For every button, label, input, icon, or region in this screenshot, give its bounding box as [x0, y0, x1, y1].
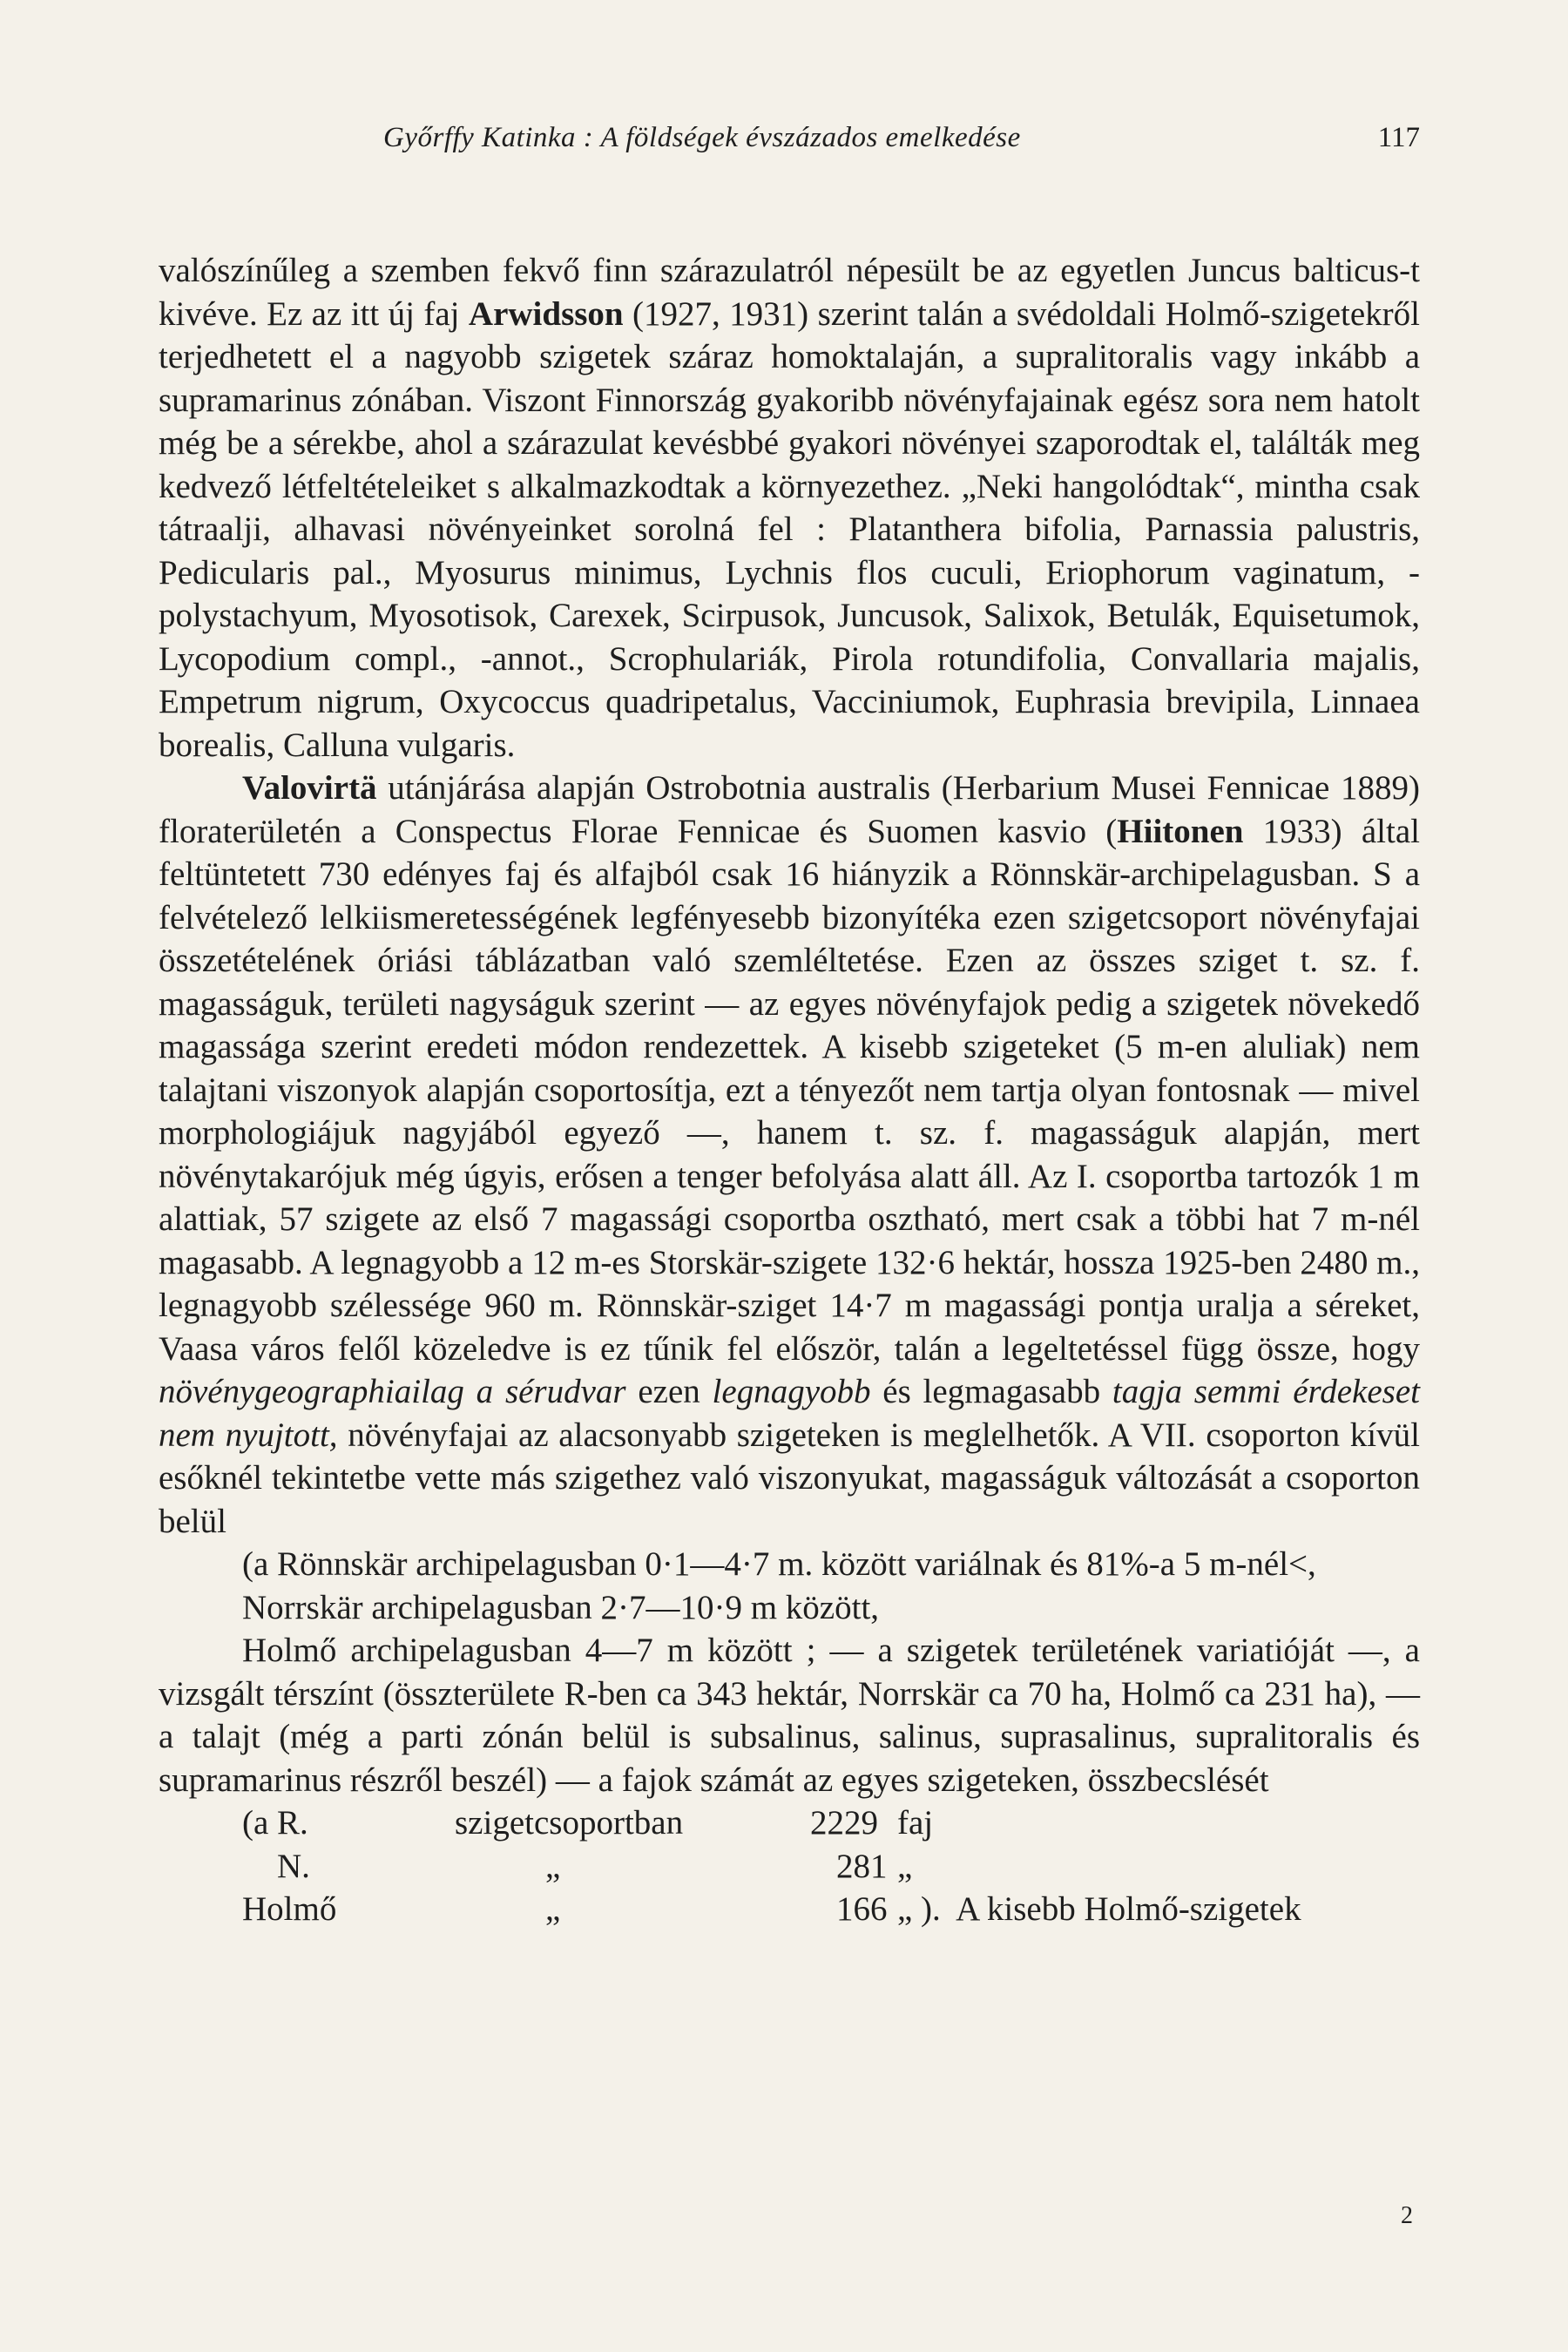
list-line-3: Holmő archipelagusban 4—7 m között ; — a szigetek területének variatióját —, a vizsgált térszínt (összterülete R-ben ca 343 hektár, Norrskär ca 70 ha, Holmő ca 231 ha), — a talajt (még a parti zónán belül is subsalinus, salinus, suprasalinus, supralitoralis és supramarinus részről beszél) — a fajok számát az egyes szigeteken, összbecslését: [159, 1632, 1420, 1799]
paragraph-2: [159, 767, 1420, 1543]
italic-phrase-1: növénygeographiailag a sérudvar: [159, 1373, 626, 1410]
body-text: [159, 249, 1420, 1931]
running-head: Győrffy Katinka : A földségek évszázados emelkedése: [383, 122, 1021, 153]
paragraph-2-text-d: és legmagasabb: [870, 1373, 1112, 1410]
italic-phrase-3: tagja semmi érdekeset nem nyujtott,: [159, 1373, 1421, 1454]
table-cell: „: [545, 1890, 561, 1928]
italic-phrase-2: legnagyobb: [712, 1373, 871, 1410]
table-cell: 2229: [810, 1804, 878, 1842]
author-name-arwidsson: Arwidsson: [468, 294, 624, 333]
table-cell: „ ). A kisebb Holmő-szigetek: [897, 1890, 1301, 1928]
signature-mark: 2: [1401, 2202, 1413, 2229]
table-cell: „: [545, 1847, 561, 1885]
paragraph-1-text-b: (1927, 1931) szerint talán a svédoldali Holmő-szigetekről terjedhetett el a nagyobb szigetek száraz homoktalaján, a supralitoralis vagy inkább a supramarinus zónában. Viszont Finnország gyakoribb növényfajainak egész sora nem hatolt még be a sérekbe, ahol a szárazulat kevésbbé gyakori növényei szaporodtak el, találták meg kedvező létfeltételeiket s alkalmazkodtak a környezethez. „Neki hangolódtak“, mintha csak tátraalji, alhavasi növényeinket sorolná fel : Platanthera bifolia, Parnassia palustris, Pedicularis pal., Myosurus minimus, Lychnis flos cuculi, Eriophorum vaginatum, -polystachyum, Myosotisok, Carexek, Scirpusok, Juncusok, Salixok, Betulák, Equisetumok, Lycopodium compl., -annot., Scrophulariák, Pirola rotundifolia, Convallaria majalis, Empetrum nigrum, Oxycoccus quadripetalus, Vacciniumok, Euphrasia brevipila, Linnaea borealis, Calluna vulgaris.: [159, 294, 1421, 764]
table-cell: „: [897, 1847, 913, 1885]
paragraph-2-text-c: ezen: [625, 1373, 713, 1410]
paragraph-2-text-b: 1933) által feltüntetett 730 edényes faj és alfajból csak 16 hiányzik a Rönnskär-archipelagusban. S a felvételező lelkiismeretességének legfényesebb bizonyítéka ezen szigetcsoport növényfajai összetételének óriási táblázatban való szemléltetése. Ezen az összes sziget t. sz. f. magasságuk, területi nagyságuk szerint — az egyes növényfajok pedig a szigetek növekedő magassága szerint eredeti módon rendezettek. A kisebb szigeteket (5 m-en aluliak) nem talajtani viszonyok alapján csoportosítja, ezt a tényezőt nem tartja olyan fontosnak — mivel morphologiájuk nagyjából egyező —, hanem t. sz. f. magasságuk alapján, mert növénytakarójuk még úgyis, erősen a tenger befolyása alatt áll. Az I. csoportba tartozók 1 m alattiak, 57 szigete az első 7 magassági csoportba osztható, mert csak a többi hat 7 m-nél magasabb. A legnagyobb a 12 m-es Storskär-szigete 132·6 hektár, hossza 1925-ben 2480 m., legnagyobb szélessége 960 m. Rönnskär-sziget 14·7 m magassági pontja uralja a séreket, Vaasa város felől közeledve is ez tűnik fel először, talán a legeltetéssel függ össze, hogy: [159, 812, 1420, 1368]
table-cell: Holmő: [242, 1890, 337, 1928]
table-cell: szigetcsoportban: [455, 1804, 684, 1842]
table-row: [159, 1845, 1420, 1889]
list-line-1: (a Rönnskär archipelagusban 0·1—4·7 m. között variálnak és 81%-a 5 m-nél<,: [242, 1545, 1316, 1583]
table-row: [159, 1888, 1420, 1931]
paragraph-2-text-e: növényfajai az alacsonyabb szigeteken is meglelhetők. A VII. csoporton kívül esőknél tekintetbe vette más szigethez való viszonyukat, magasságuk változását a csoporton belül: [159, 1416, 1420, 1540]
author-name-valovirta: Valovirtä: [242, 769, 377, 807]
table-cell: (a R.: [242, 1804, 308, 1842]
table-cell: N.: [277, 1847, 310, 1885]
table-row: [159, 1801, 1420, 1845]
list-line-2: Norrskär archipelagusban 2·7—10·9 m között,: [242, 1588, 880, 1626]
table-cell: 166: [836, 1890, 888, 1928]
author-name-hiitonen: Hiitonen: [1117, 812, 1244, 850]
page-number: 117: [1377, 122, 1420, 153]
paragraph-1: [159, 249, 1420, 767]
page-header: [383, 122, 1420, 166]
paragraph-1-text-a: valószínűleg a szemben fekvő finn szárazulatról népesült be az egyetlen Juncus balticus-t kivéve. Ez az itt új faj: [159, 252, 1420, 333]
table-cell: 281: [836, 1847, 888, 1885]
table-cell: faj: [897, 1804, 934, 1842]
paragraph-2-text-a: utánjárása alapján Ostrobotnia australis (Herbarium Musei Fennicae 1889) floraterületén a Conspectus Florae Fennicae és Suomen kasvio (: [159, 769, 1420, 850]
